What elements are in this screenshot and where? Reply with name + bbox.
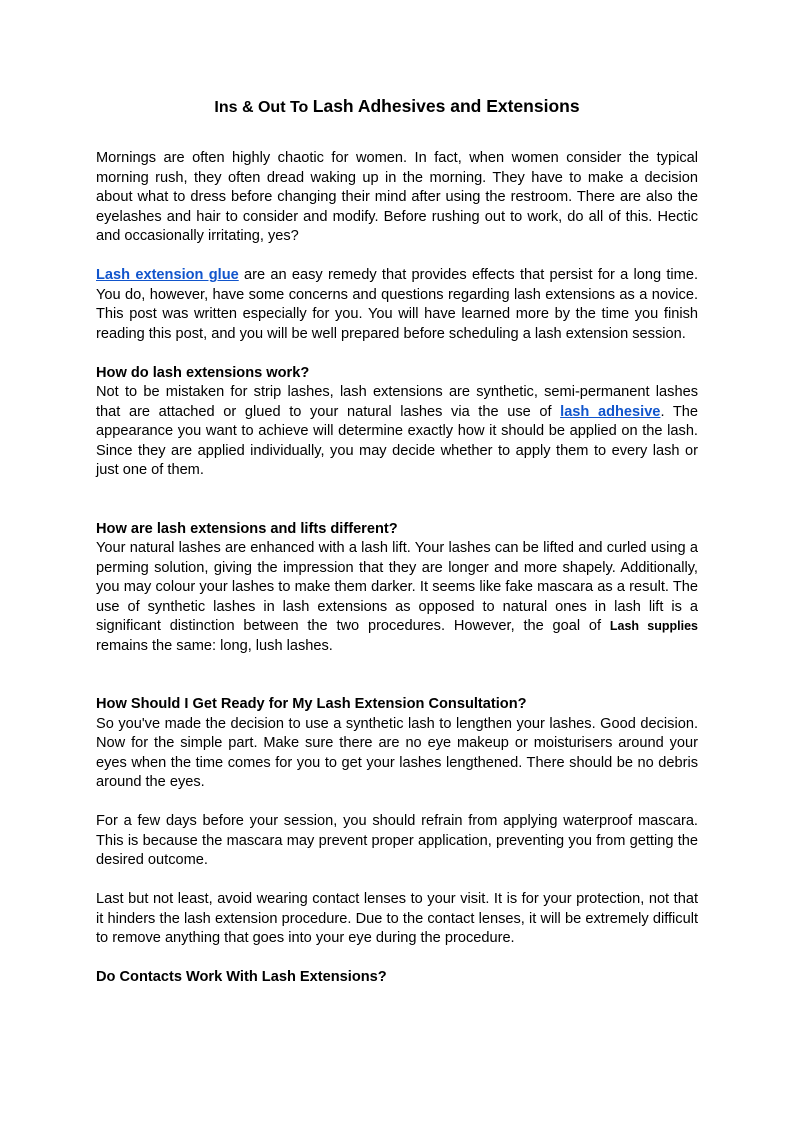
section-difference-paragraph [96, 539, 698, 656]
section-consultation-paragraph-3: Last but not least, avoid wearing contact lenses to your visit. It is for your protection, not that it hinders the lash extension procedure. Due to the contact lenses, it will be extremely difficult to remove anything that goes into your eye during the procedure. [96, 891, 698, 946]
section-difference-text-before: Your natural lashes are enhanced with a lash lift. Your lashes can be lifted and curled using a perming solution, giving the impression that they are longer and more shapely. Additionally, you may colour your lashes to make them darker. It seems like fake mascara as a result. The use of synthetic lashes in lash extensions as opposed to natural ones in lash lift is a significant distinction between the two procedures. However, the goal of [96, 540, 698, 634]
lash-supplies-text: Lash supplies [609, 619, 698, 633]
section-difference-text-after: remains the same: long, lush lashes. [96, 637, 333, 654]
lash-adhesive-link[interactable]: lash adhesive [560, 403, 661, 420]
page-title [96, 94, 698, 120]
section-heading-difference: How are lash extensions and lifts different? [96, 520, 398, 537]
section-heading-consultation: How Should I Get Ready for My Lash Extension Consultation? [96, 696, 527, 712]
section-how-work-text-before: Not to be mistaken for strip lashes, lash extensions are synthetic, semi-permanent lashes that are attached or glued to your natural lashes via the use of [96, 384, 698, 420]
section-heading-how-work: How do lash extensions work? [96, 364, 310, 381]
section-heading-contacts: Do Contacts Work With Lash Extensions? [96, 969, 387, 985]
intro-paragraph: Mornings are often highly chaotic for women. In fact, when women consider the typical morning rush, they often dread waking up in the morning. They have to make a decision about what to dress before changing their mind after using the restroom. There are also the eyelashes and hair to consider and modify. Before rushing out to work, do all of this. Hectic and occasionally irritating, yes? [96, 150, 698, 244]
section-how-work-paragraph [96, 383, 698, 481]
section-consultation-paragraph-2: For a few days before your session, you should refrain from applying waterproof mascara. This is because the mascara may prevent proper application, preventing you from getting the desired outcome. [96, 813, 698, 868]
section-how-work-text-after: . The appearance you want to achieve will determine exactly how it should be applied on the lash. Since they are applied individually, you may decide whether to apply them to every lash or just one of them. [96, 403, 698, 478]
lash-extension-glue-link[interactable]: Lash extension glue [96, 267, 239, 283]
lash-glue-paragraph [96, 266, 698, 344]
title-part1: Ins & Out To [214, 99, 313, 116]
title-part2: Lash Adhesives and Extensions [312, 96, 580, 116]
lash-glue-paragraph-text: are an easy remedy that provides effects that persist for a long time. You do, however, have some concerns and questions regarding lash extensions as a novice. This post was written especially for you. You will have learned more by the time you finish reading this post, and you will be well prepared before scheduling a lash extension session. [96, 267, 698, 342]
document-page [96, 94, 698, 988]
section-consultation-paragraph-1: So you've made the decision to use a synthetic lash to lengthen your lashes. Good decision. Now for the simple part. Make sure there are no eye makeup or moisturisers around your eyes when the time comes for you to get your lashes lengthened. There should be no debris around the eyes. [96, 715, 698, 790]
